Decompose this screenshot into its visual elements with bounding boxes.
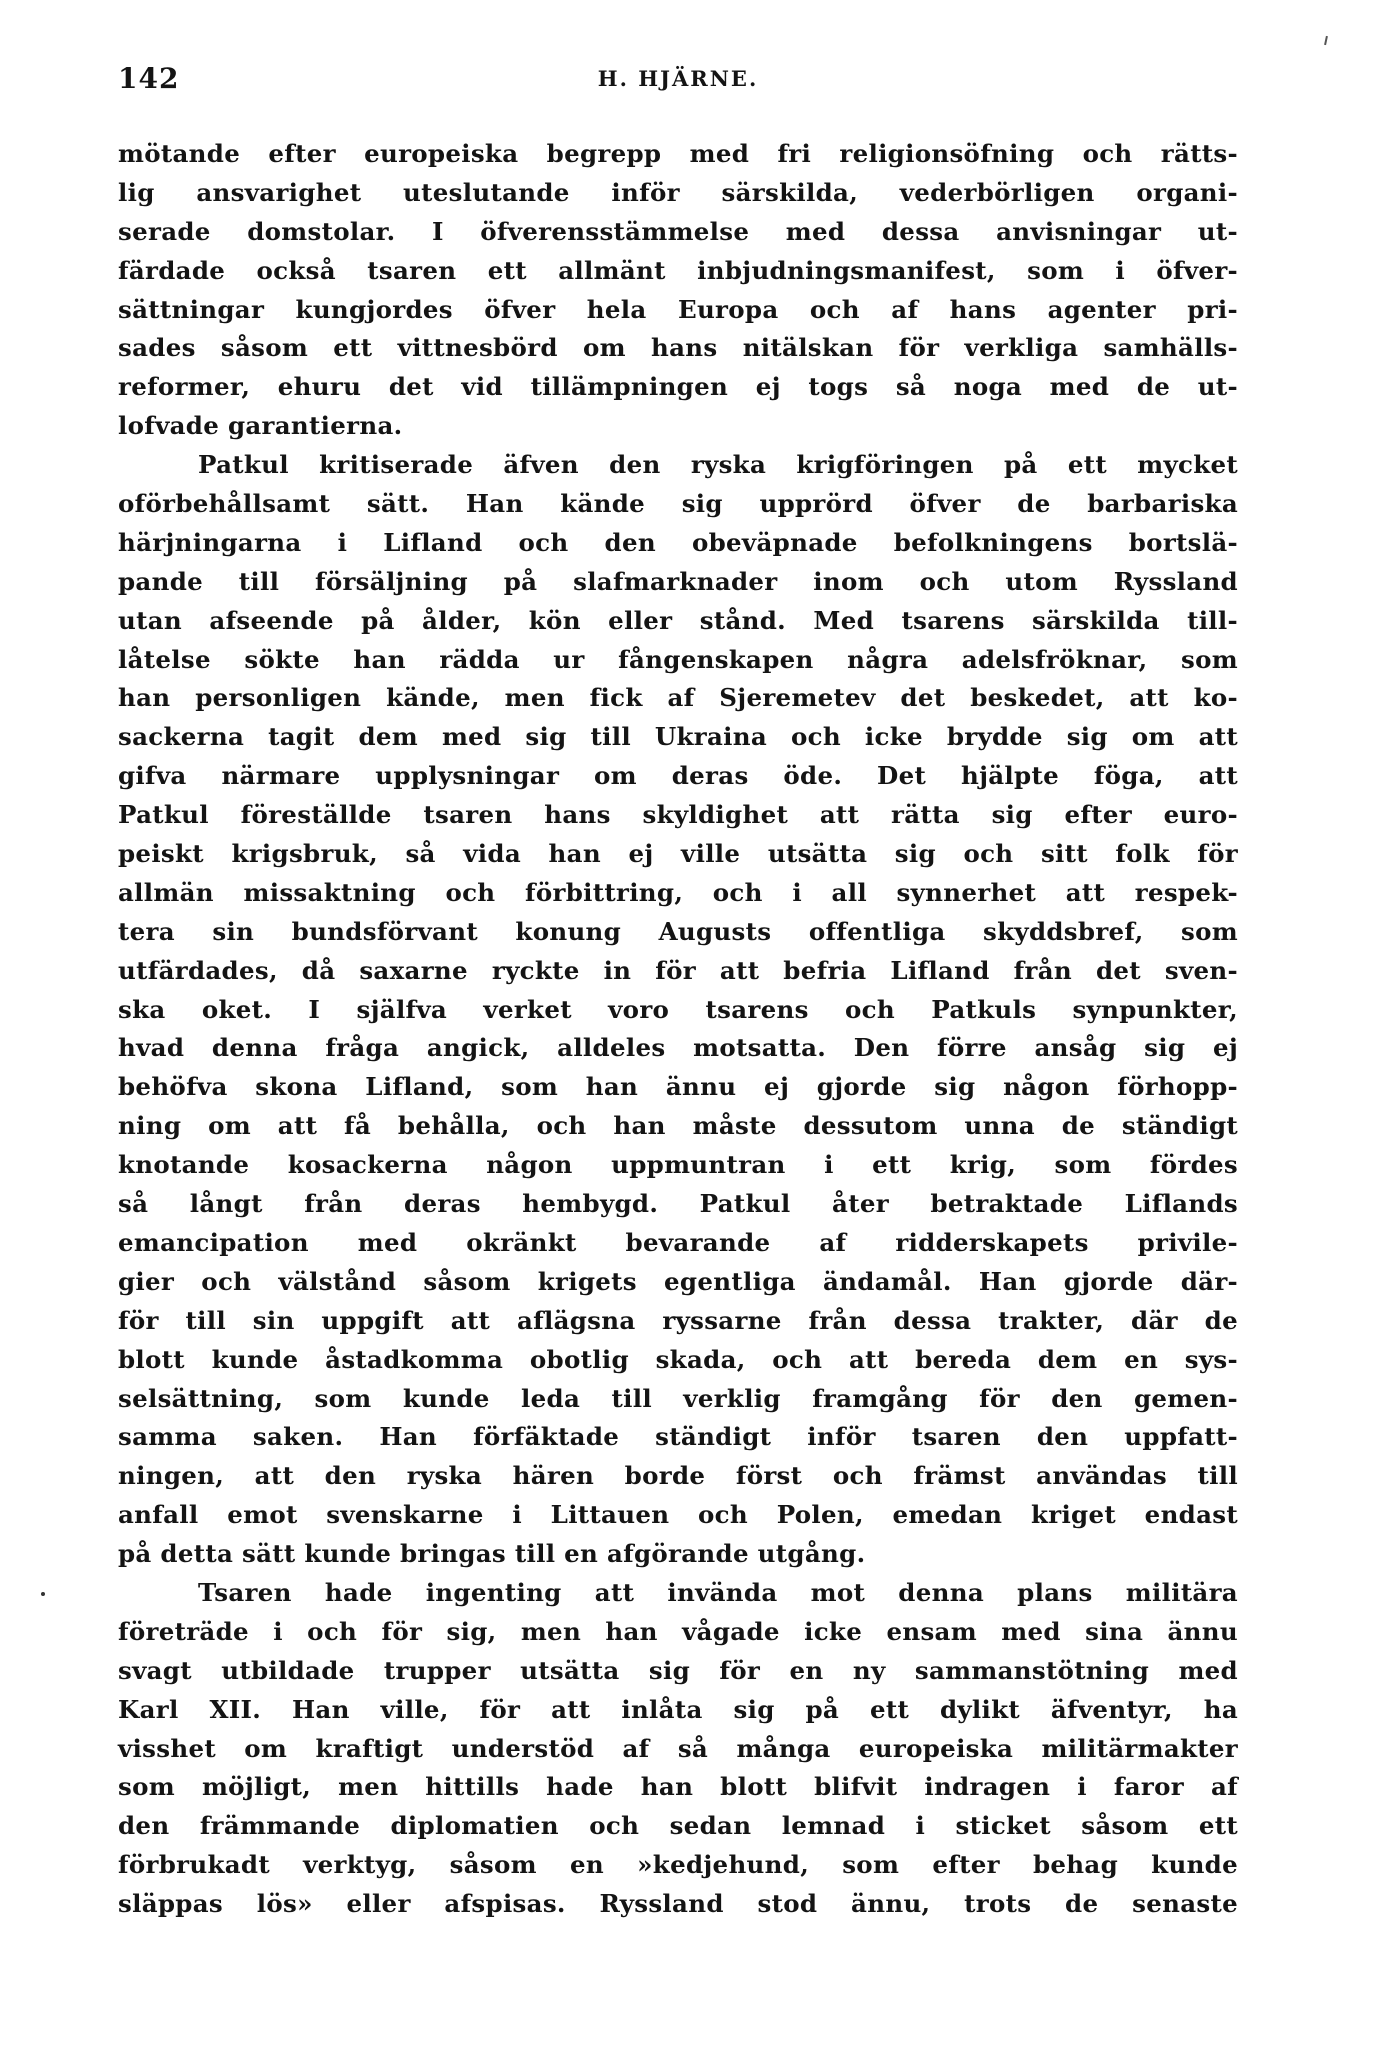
- text-line: som möjligt, men hittills hade han blott blifvit indragen i faror af: [118, 1772, 1238, 1802]
- text-line: utan afseende på ålder, kön eller stånd. Med tsarens särskilda till-: [118, 605, 1238, 635]
- running-head: H. HJÄRNE.: [597, 66, 759, 91]
- page-number: 142: [118, 62, 180, 95]
- text-line: emancipation med okränkt bevarande af ridderskapets privile-: [118, 1227, 1238, 1257]
- text-line: släppas lös» eller afspisas. Ryssland stod ännu, trots de senaste: [118, 1889, 1238, 1919]
- text-line: ningen, att den ryska hären borde först och främst användas till: [118, 1461, 1238, 1491]
- text-line: blott kunde åstadkomma obotlig skada, och att bereda dem en sys-: [118, 1344, 1238, 1374]
- text-line: reformer, ehuru det vid tillämpningen ej togs så noga med de ut-: [118, 372, 1238, 402]
- text-line: allmän missaktning och förbittring, och i all synnerhet att respek-: [118, 877, 1238, 907]
- text-line: ning om att få behålla, och han måste dessutom unna de ständigt: [118, 1111, 1238, 1141]
- text-line: sättningar kungjordes öfver hela Europa och af hans agenter pri-: [118, 294, 1238, 324]
- text-line: knotande kosackerna någon uppmuntran i ett krig, som fördes: [118, 1150, 1238, 1180]
- text-line: pande till försäljning på slafmarknader inom och utom Ryssland: [118, 566, 1238, 596]
- text-line: förbrukadt verktyg, såsom en »kedjehund, som efter behag kunde: [118, 1850, 1238, 1880]
- margin-dot: [41, 1592, 45, 1596]
- text-line: mötande efter europeiska begrepp med fri religionsöfning och rätts-: [118, 139, 1238, 168]
- text-line: Patkul föreställde tsaren hans skyldighet att rätta sig efter euro-: [118, 800, 1238, 830]
- text-line: visshet om kraftigt understöd af så många europeiska militärmakter: [118, 1733, 1238, 1763]
- text-line: han personligen kände, men fick af Sjeremetev det beskedet, att ko-: [118, 683, 1238, 713]
- text-line: Karl XII. Han ville, för att inlåta sig på ett dylikt äfventyr, ha: [118, 1694, 1238, 1724]
- text-line: peiskt krigsbruk, så vida han ej ville utsätta sig och sitt folk för: [118, 839, 1238, 869]
- text-line: behöfva skona Lifland, som han ännu ej gjorde sig någon förhopp-: [118, 1072, 1238, 1102]
- text-line: för till sin uppgift att aflägsna ryssarne från dessa trakter, där de: [118, 1305, 1238, 1335]
- text-line: härjningarna i Lifland och den obeväpnade befolkningens bortslä-: [118, 527, 1238, 557]
- scan-mark: [1324, 36, 1328, 45]
- text-line: serade domstolar. I öfverensstämmelse med dessa anvisningar ut-: [118, 216, 1238, 246]
- text-line: Tsaren hade ingenting att invända mot denna plans militära: [198, 1577, 1238, 1607]
- text-line: tera sin bundsförvant konung Augusts offentliga skyddsbref, som: [118, 916, 1238, 946]
- text-line: så långt från deras hembygd. Patkul åter betraktade Liflands: [118, 1189, 1238, 1219]
- text-line: färdade också tsaren ett allmänt inbjudningsmanifest, som i öfver-: [118, 255, 1238, 285]
- body-text: [118, 135, 1238, 1924]
- text-line: den främmande diplomatien och sedan lemnad i sticket såsom ett: [118, 1811, 1238, 1841]
- text-line: hvad denna fråga angick, alldeles motsatta. Den förre ansåg sig ej: [118, 1033, 1238, 1063]
- text-line: på detta sätt kunde bringas till en afgörande utgång.: [118, 1539, 866, 1569]
- text-line: lig ansvarighet uteslutande inför särskilda, vederbörligen organi-: [118, 177, 1238, 207]
- text-line: ska oket. I själfva verket voro tsarens och Patkuls synpunkter,: [118, 994, 1238, 1024]
- text-line: sades såsom ett vittnesbörd om hans nitälskan för verkliga samhälls-: [118, 333, 1238, 363]
- text-line: samma saken. Han förfäktade ständigt inför tsaren den uppfatt-: [118, 1422, 1238, 1452]
- text-line: anfall emot svenskarne i Littauen och Polen, emedan kriget endast: [118, 1500, 1238, 1530]
- text-line: svagt utbildade trupper utsätta sig för en ny sammanstötning med: [118, 1655, 1238, 1685]
- text-line: företräde i och för sig, men han vågade icke ensam med sina ännu: [118, 1616, 1238, 1646]
- page-header: [118, 62, 1238, 102]
- text-line: gier och välstånd såsom krigets egentliga ändamål. Han gjorde där-: [118, 1266, 1238, 1296]
- text-line: låtelse sökte han rädda ur fångenskapen några adelsfröknar, som: [118, 644, 1238, 674]
- text-line: oförbehållsamt sätt. Han kände sig upprörd öfver de barbariska: [118, 489, 1238, 519]
- text-line: gifva närmare upplysningar om deras öde. Det hjälpte föga, att: [118, 761, 1238, 791]
- text-line: sackerna tagit dem med sig till Ukraina och icke brydde sig om att: [118, 722, 1238, 752]
- text-line: Patkul kritiserade äfven den ryska krigföringen på ett mycket: [198, 450, 1238, 480]
- text-line: selsättning, som kunde leda till verklig framgång för den gemen-: [118, 1383, 1238, 1413]
- text-line: lofvade garantierna.: [118, 411, 403, 441]
- text-line: utfärdades, då saxarne ryckte in för att befria Lifland från det sven-: [118, 955, 1238, 985]
